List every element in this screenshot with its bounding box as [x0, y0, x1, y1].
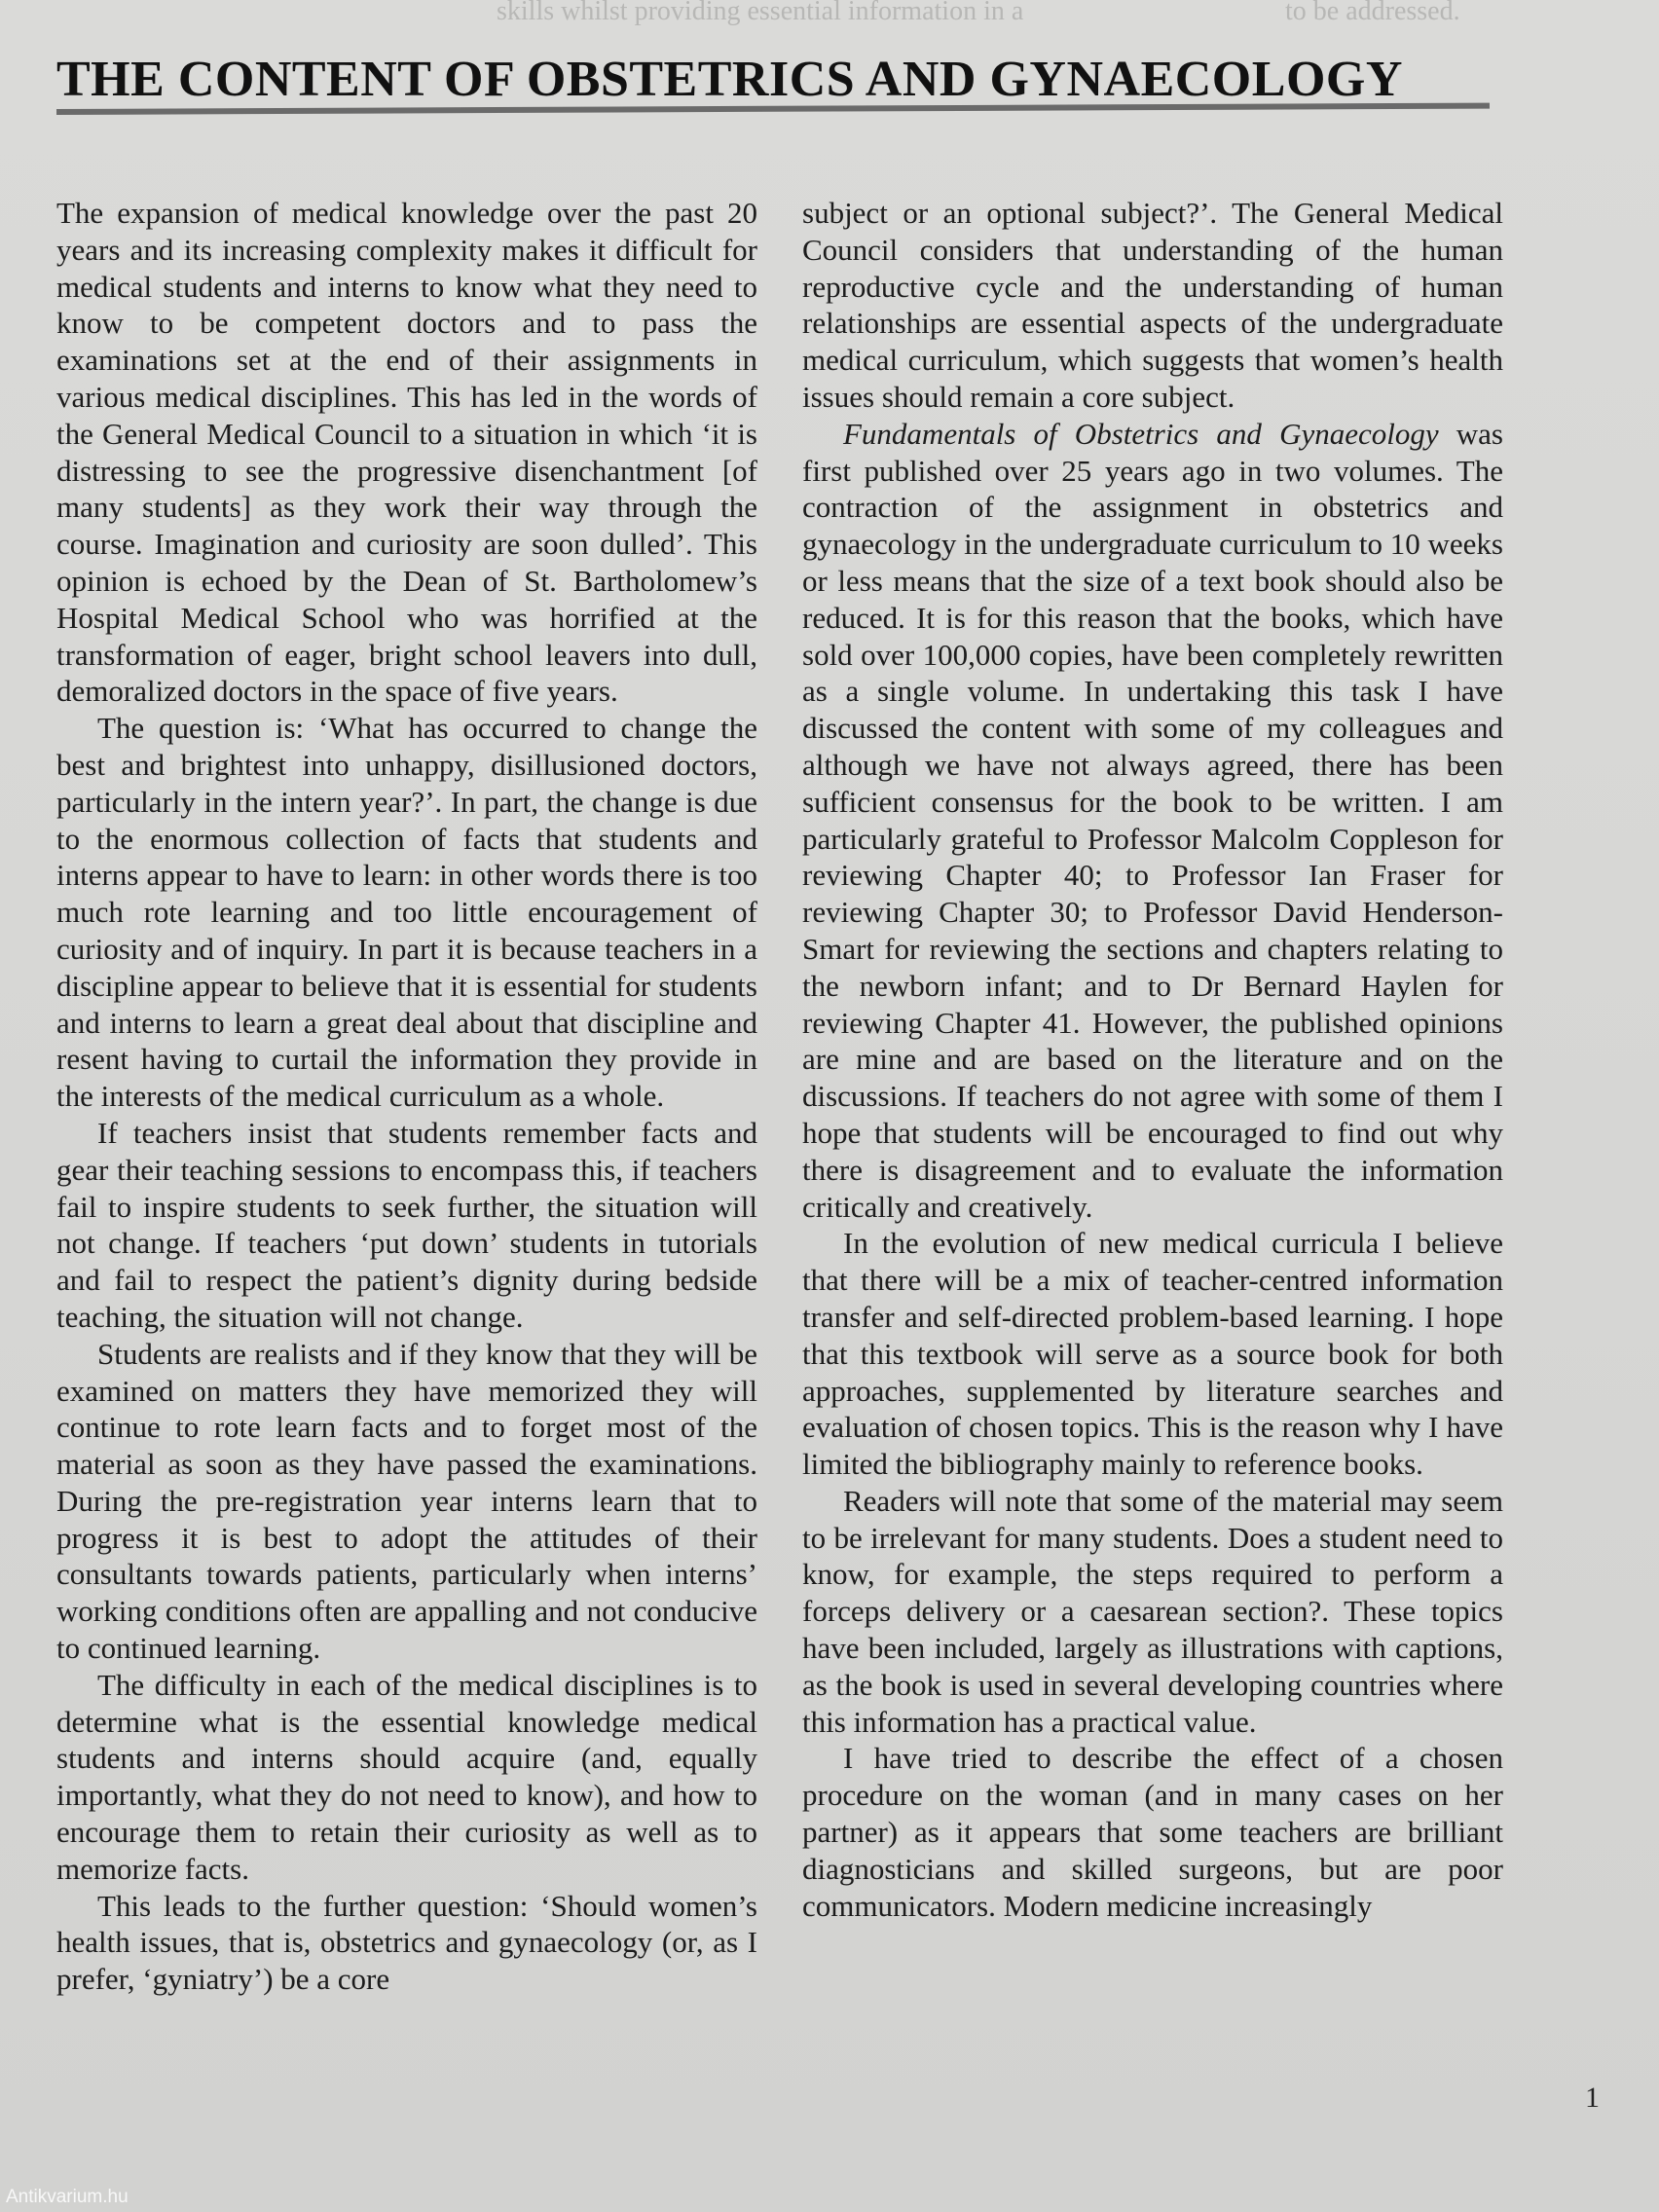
page-number: 1: [1585, 2082, 1600, 2114]
bleed-through-text-right: to be addressed.: [1285, 0, 1460, 26]
paragraph-readers: Readers will note that some of the material may seem to be irrelevant for many students. Does a student need to know, for example, the steps required to perform a forceps delivery or a caesarean section?. These topics have been included, largely as illustrations with captions, as the book is used in several developing countries where this information has a practical value.: [802, 1483, 1503, 1739]
paragraph-effect: I have tried to describe the effect of a chosen procedure on the woman (and in many cases on her partner) as it appears that some teachers are brilliant diagnosticians and skilled surgeons, but are poor communicators. Modern medicine increasingly: [802, 1741, 1503, 1923]
book-title-italic: Fundamentals of Obstetrics and Gynaecology: [843, 416, 1439, 451]
paragraph-fundamentals-text: was first published over 25 years ago in two volumes. The contraction of the assignment in obstetrics and gynaecology in the undergraduate curriculum to 10 weeks or less means that the size of a text book should also be reduced. It is for this reason that the books, which have sold over 100,000 copies, have been completely rewritten as a single volume. In undertaking this task I have discussed the content with some of my colleagues and although we have not always agreed, there has been sufficient consensus for the book to be written. I am particularly grateful to Professor Malcolm Coppleson for reviewing Chapter 40; to Professor Ian Fraser for reviewing Chapter 30; to Professor David Henderson-Smart for reviewing the sections and chapters relating to the newborn infant; and to Dr Bernard Haylen for reviewing Chapter 41. However, the published opinions are mine and are based on the literature and on the discussions. If teachers do not agree with some of them I hope that students will be encouraged to find out why there is disagreement and to evaluate the information critically and creatively.: [802, 416, 1503, 1224]
paragraph-evolution: In the evolution of new medical curricula I believe that there will be a mix of teacher-centred information transfer and self-directed problem-based learning. I hope that this textbook will serve as a source book for both approaches, supplemented by literature searches and evaluation of chosen topics. This is the reason why I have limited the bibliography mainly to reference books.: [802, 1226, 1503, 1482]
paragraph-core-subject: subject or an optional subject?’. The General Medical Council considers that understanding of the human reproductive cycle and the understanding of human relationships are essential aspects of the undergraduate medical curriculum, which suggests that women’s health issues should remain a core subject.: [802, 196, 1503, 414]
bleed-through-text-left: skills whilst providing essential information in a: [497, 0, 1024, 26]
paragraph-teachers-insist: If teachers insist that students remember facts and gear their teaching sessions to encompass this, if teachers fail to inspire students to seek further, the situation will not change. If teachers ‘put down’ students in tutorials and fail to respect the patient’s dignity during bedside teaching, the situation will not change.: [56, 1115, 757, 1334]
paragraph-fundamentals: [802, 416, 1503, 1226]
watermark-text: Antikvarium.hu: [6, 2187, 129, 2207]
paragraph-question: The question is: ‘What has occurred to change the best and brightest into unhappy, disillusioned doctors, particularly in the intern year?’. In part, the change is due to the enormous collection of facts that students and interns appear to have to learn: in other words there is too much rote learning and too little encouragement of curiosity and of inquiry. In part it is because teachers in a discipline appear to believe that it is essential for students and interns to learn a great deal about that discipline and resent having to curtail the information they provide in the interests of the medical curriculum as a whole.: [56, 711, 757, 1114]
left-text-column: [56, 195, 757, 1998]
right-text-column: [802, 195, 1503, 1924]
paragraph-further-question: This leads to the further question: ‘Should women’s health issues, that is, obstetrics and gynaecology (or, as I prefer, ‘gyniatry’) be a core: [56, 1888, 757, 1997]
page-title: THE CONTENT OF OBSTETRICS AND GYNAECOLOGY: [56, 52, 1403, 107]
paragraph-students-realists: Students are realists and if they know that they will be examined on matters they have memorized they will continue to rote learn facts and to forget most of the material as soon as they have passed the examinations. During the pre-registration year interns learn that to progress it is best to adopt the attitudes of their consultants towards patients, particularly when interns’ working conditions often are appalling and not conducive to continued learning.: [56, 1336, 757, 1666]
paragraph-difficulty: The difficulty in each of the medical disciplines is to determine what is the essential knowledge medical students and interns should acquire (and, equally importantly, what they do not need to know), and how to encourage them to retain their curiosity as well as to memorize facts.: [56, 1667, 757, 1886]
paragraph-expansion: The expansion of medical knowledge over the past 20 years and its increasing complexity makes it difficult for medical students and interns to know what they need to know to be competent doctors and to pass the examinations set at the end of their assignments in various medical disciplines. This has led in the words of the General Medical Council to a situation in which ‘it is distressing to see the progressive disenchantment [of many students] as they work their way through the course. Imagination and curiosity are soon dulled’. This opinion is echoed by the Dean of St. Bartholomew’s Hospital Medical School who was horrified at the transformation of eager, bright school leavers into dull, demoralized doctors in the space of five years.: [56, 196, 757, 709]
